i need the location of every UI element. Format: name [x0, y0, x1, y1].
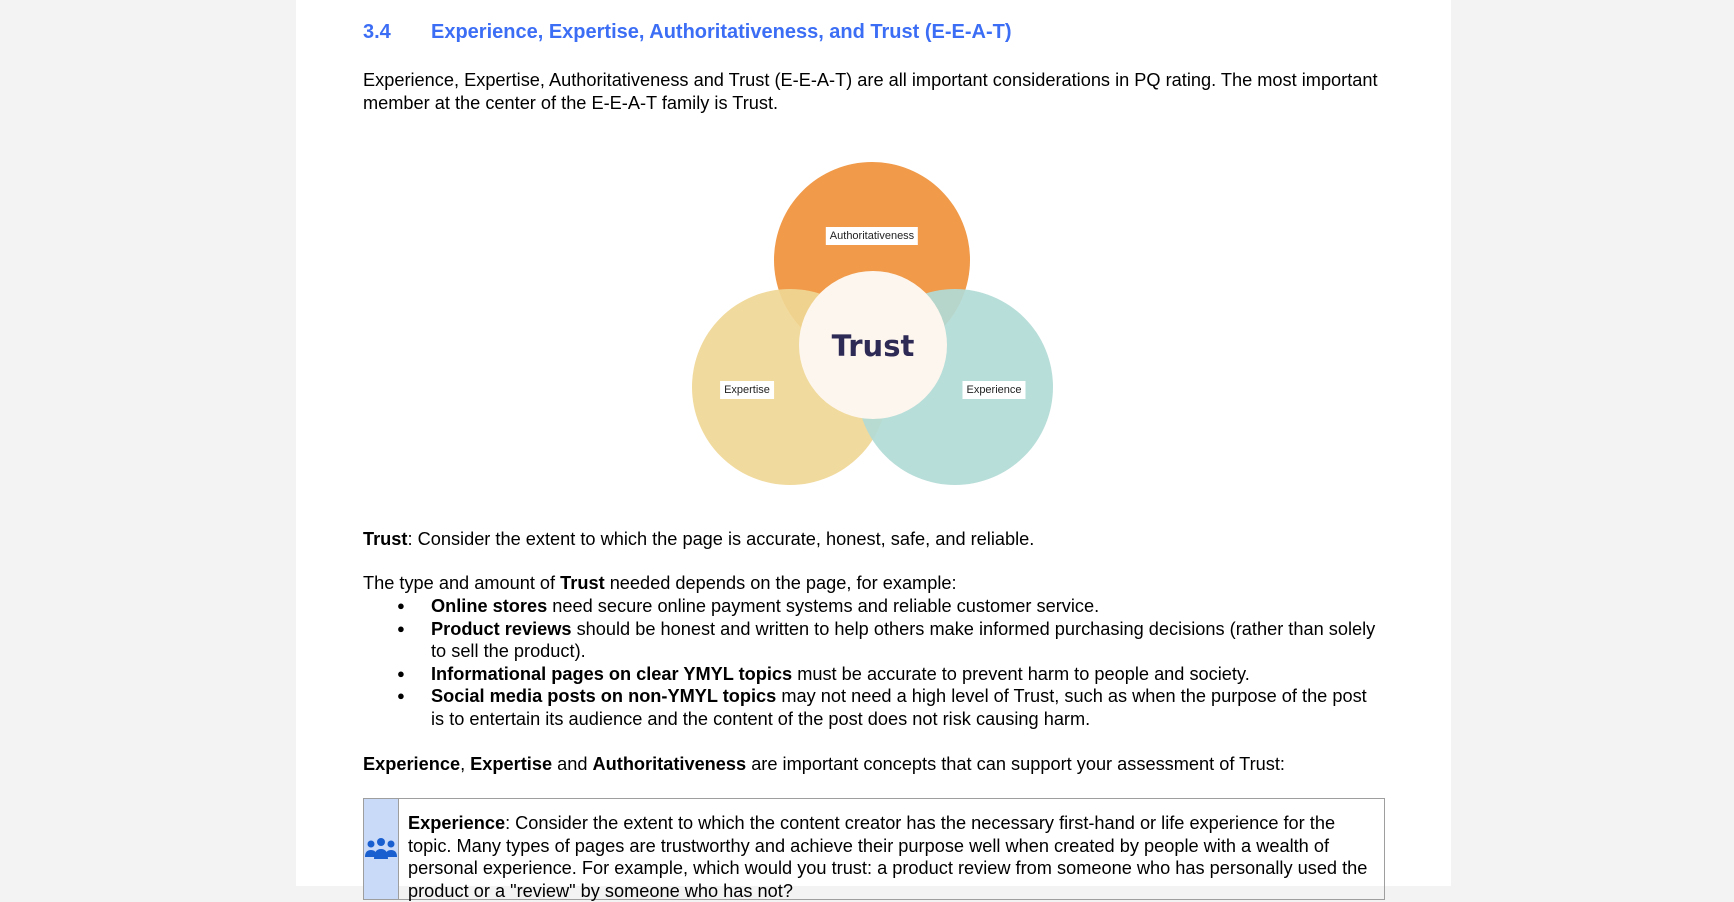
separator: ,	[460, 754, 471, 774]
support-term: Expertise	[470, 754, 553, 774]
intro-paragraph: Experience, Expertise, Authoritativeness and Trust (E-E-A-T) are all important considerations in PQ rating. The most important member at the center of the E-E-A-T family is Trust.	[363, 70, 1378, 113]
trust-definition-text: : Consider the extent to which the page is accurate, honest, safe, and reliable.	[407, 529, 1035, 549]
separator: and	[552, 754, 593, 774]
list-item	[363, 618, 1383, 663]
support-text: are important concepts that can support your assessment of Trust:	[746, 754, 1285, 774]
support-paragraph	[363, 753, 1285, 776]
bullet-text: should be honest and written to help others make informed purchasing decisions (rather than solely to sell the product).	[431, 618, 1376, 662]
experience-callout-table	[363, 798, 1385, 900]
type-text-post: needed depends on the page, for example:	[604, 573, 957, 593]
type-text-pre: The type and amount of	[363, 573, 561, 593]
experience-callout-text	[399, 799, 1384, 899]
expertise-label: Expertise	[720, 381, 774, 399]
icon-cell	[364, 799, 399, 899]
bullet-term: Online stores	[431, 596, 548, 616]
support-term: Experience	[363, 754, 461, 774]
eeat-venn-diagram	[680, 150, 1060, 500]
experience-definition: : Consider the extent to which the content creator has the necessary first-hand or life experience for the topic. Many types of pages are trustworthy and achieve their purpose well when created by people with a wealth of personal experience. For example, which would you trust: a product review from someone who has personally used the product or a "review" by someone who has not?	[408, 813, 1368, 901]
section-heading	[363, 21, 1012, 44]
experience-label: Experience	[962, 381, 1025, 399]
list-item	[363, 685, 1383, 730]
trust-definition	[363, 528, 1034, 551]
section-number: 3.4	[363, 21, 391, 43]
list-item	[363, 663, 1383, 686]
authoritativeness-label: Authoritativeness	[826, 227, 918, 245]
bullet-term: Product reviews	[431, 618, 572, 639]
people-group-icon	[364, 837, 398, 861]
bullet-text: need secure online payment systems and reliable customer service.	[547, 596, 1100, 616]
trust-examples-list	[363, 595, 1383, 731]
section-title: Experience, Expertise, Authoritativeness, and Trust (E-E-A-T)	[431, 21, 1012, 43]
bullet-term: Social media posts on non-YMYL topics	[431, 686, 777, 707]
type-term: Trust	[560, 573, 605, 593]
trust-type-paragraph	[363, 572, 957, 595]
list-item	[363, 595, 1383, 618]
bullet-term: Informational pages on clear YMYL topics	[431, 663, 793, 684]
experience-term: Experience	[408, 813, 506, 833]
support-term: Authoritativeness	[592, 754, 747, 774]
trust-label: Trust	[831, 329, 915, 363]
trust-term: Trust	[363, 529, 408, 549]
bullet-text: must be accurate to prevent harm to people and society.	[792, 663, 1250, 684]
bullet-text: may not need a high level of Trust, such as when the purpose of the post is to entertain its audience and the content of the post does not risk causing harm.	[431, 686, 1367, 729]
